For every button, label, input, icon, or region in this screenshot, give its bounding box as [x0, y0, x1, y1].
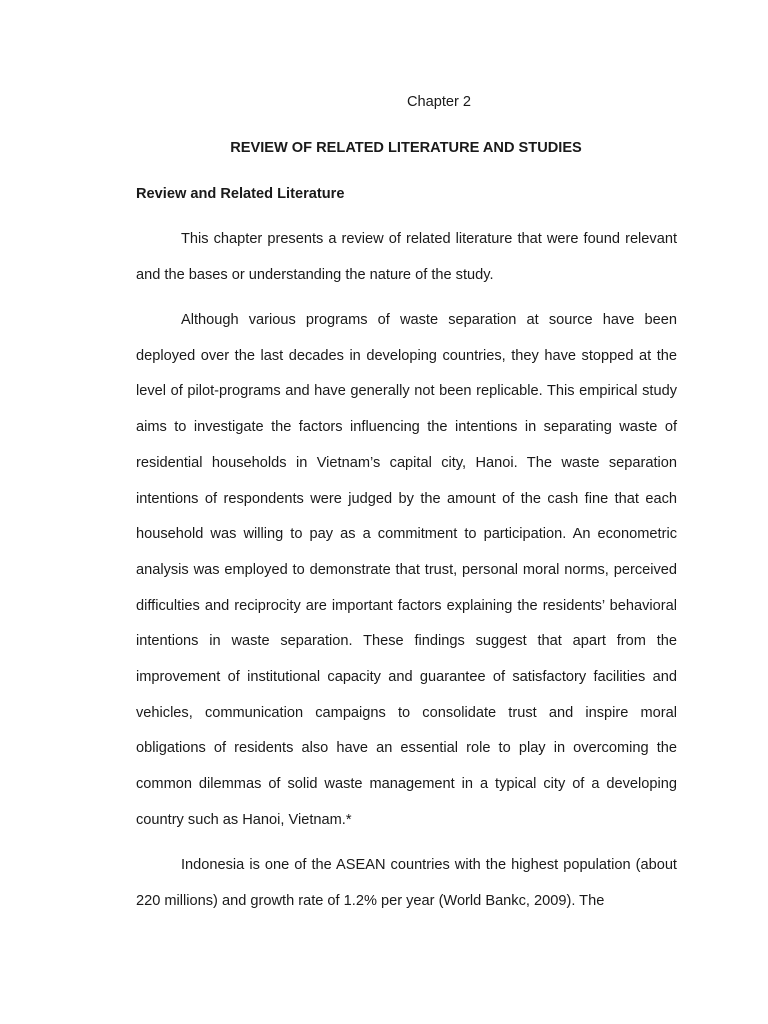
paragraph-indonesia: Indonesia is one of the ASEAN countries with the highest population (about 220 millions) and growth rate of 1.2% per year (World Bankc, 2009). The: [136, 857, 677, 909]
chapter-label: Chapter 2: [406, 94, 472, 110]
paragraph-waste-separation: Although various programs of waste separation at source have been deployed over the last decades in developing countries, they have stopped at the level of pilot-programs and have generally not been replicable. This empirical study aims to investigate the factors influencing the intentions in separating waste of residential households in Vietnam’s capital city, Hanoi. The waste separation intentions of respondents were judged by the amount of the cash fine that each household was willing to pay as a commitment to participation. An econometric analysis was employed to demonstrate that trust, personal moral norms, perceived difficulties and reciprocity are important factors explaining the residents’ behavioral intentions in waste separation. These findings suggest that apart from the improvement of institutional capacity and guarantee of satisfactory facilities and vehicles, communication campaigns to consolidate trust and inspire moral obligations of residents also have an essential role to play in overcoming the common dilemmas of solid waste management in a typical city of a developing country such as Hanoi, Vietnam.*: [136, 312, 677, 828]
paragraph-intro: This chapter presents a review of related literature that were found relevant and the bases or understanding the nature of the study.: [136, 231, 677, 283]
chapter-title: REVIEW OF RELATED LITERATURE AND STUDIES: [230, 140, 582, 156]
section-heading: Review and Related Literature: [136, 186, 345, 202]
